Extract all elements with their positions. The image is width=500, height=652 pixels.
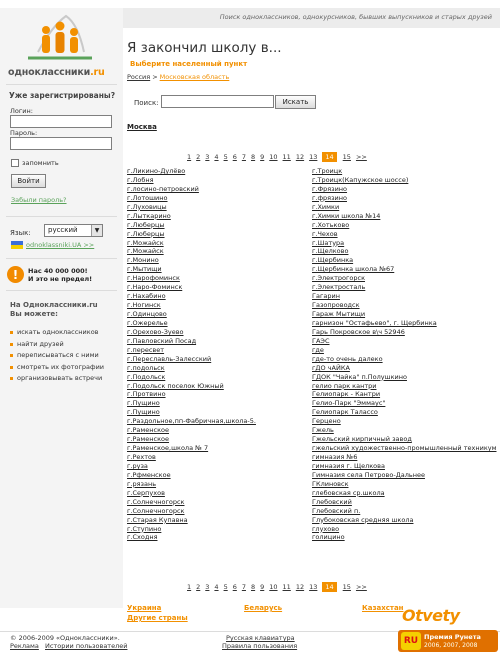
city-link[interactable]: голицино <box>312 533 345 542</box>
city-link[interactable]: г.Одинцово <box>127 310 167 318</box>
city-link[interactable]: Газопроводск <box>312 301 360 310</box>
pagination-bottom <box>187 582 372 592</box>
page-link[interactable]: >> <box>355 153 367 161</box>
city-link[interactable]: Гараж Мытищи <box>312 310 366 318</box>
rules-link[interactable]: Правила пользования <box>222 642 298 650</box>
login-button[interactable]: Войти <box>11 174 46 188</box>
region-ukraine-link[interactable]: Украина <box>127 604 162 612</box>
city-link[interactable]: Глубоковская средняя школа <box>312 515 414 524</box>
sidebar-divider <box>6 216 117 217</box>
page-link[interactable]: 2 <box>196 153 201 161</box>
city-link[interactable]: г.руза <box>127 461 148 470</box>
page-link[interactable]: 15 <box>342 153 351 161</box>
bullet-icon <box>10 366 13 369</box>
city-link[interactable]: Гжель <box>312 426 334 435</box>
city-link[interactable]: где-то очень далеко <box>312 354 383 363</box>
city-link[interactable]: ГДОК "Чайка" п.Полушкино <box>312 372 407 381</box>
page-link[interactable]: 2 <box>196 583 201 591</box>
city-link[interactable]: г.Ступино <box>127 524 162 533</box>
city-link[interactable]: г.рязань <box>127 479 157 488</box>
city-link[interactable]: где <box>312 345 324 354</box>
city-link[interactable]: гжельский художественно-промышленный техникум <box>312 444 497 453</box>
page-link[interactable]: 4 <box>214 153 219 161</box>
award-years: 2006, 2007, 2008 <box>424 642 478 649</box>
city-link[interactable]: г.Нарофоминск <box>127 274 180 283</box>
page-link[interactable]: 13 <box>309 583 318 591</box>
page-link[interactable]: 11 <box>282 583 291 591</box>
city-link[interactable]: гимназия г. Щелкова <box>312 461 385 470</box>
site-logo[interactable] <box>0 8 123 84</box>
page-link[interactable]: 6 <box>232 583 237 591</box>
ru-badge-icon: RU <box>401 632 421 650</box>
city-link[interactable]: г.Орехово-Зуево <box>127 327 184 336</box>
city-link[interactable]: г.фрязино <box>312 193 347 202</box>
promo-line: И это не предел! <box>28 274 93 283</box>
page-subtitle: Выберите населенный пункт <box>130 60 248 68</box>
logo-wordmark: одноклассники.ru <box>8 67 105 78</box>
remember-checkbox[interactable] <box>11 159 19 167</box>
capabilities-list <box>10 327 104 385</box>
city-link[interactable]: Гимназия села Петрово-Дальнее <box>312 470 425 479</box>
login-input[interactable] <box>10 115 112 128</box>
city-link[interactable]: г.Хотьково <box>312 220 350 229</box>
sidebar <box>0 8 123 608</box>
logo-people-icon <box>0 8 123 66</box>
bullet-icon <box>10 377 13 380</box>
page-title: Я закончил школу в... <box>127 40 282 56</box>
city-link[interactable]: г.Монино <box>127 256 159 265</box>
city-link[interactable]: г.Электрогорск <box>312 274 366 283</box>
ua-row <box>11 241 94 249</box>
page-link[interactable]: >> <box>355 583 367 591</box>
bullet-icon <box>10 354 13 357</box>
city-link[interactable]: г.Лотошино <box>127 193 168 202</box>
capabilities-title <box>10 301 98 319</box>
city-link[interactable]: г.Протвино <box>127 390 166 399</box>
login-title: Уже зарегистрированы? <box>9 91 116 100</box>
city-link[interactable]: Гжельский кирпичный завод <box>312 435 412 444</box>
city-link[interactable]: г.Рфменское <box>127 470 171 479</box>
city-link[interactable]: г.Раменское,школа № 7 <box>127 444 209 453</box>
bullet-icon <box>10 331 13 334</box>
list-item: организовывать встречи <box>10 373 104 385</box>
page-link[interactable]: 9 <box>260 153 265 161</box>
city-link[interactable]: г.Фрязино <box>312 184 348 193</box>
city-link[interactable]: гарнизон "Остафьево", г. Щербинка <box>312 318 437 327</box>
city-link[interactable]: Гагарин <box>312 292 340 301</box>
site-tagline: Поиск одноклассников, однокурсников, бывших выпускников и старых друзей <box>219 13 492 21</box>
page-link[interactable]: 5 <box>223 153 228 161</box>
search-input[interactable] <box>161 95 274 108</box>
page-link[interactable]: 3 <box>205 153 210 161</box>
page-link[interactable]: 12 <box>295 583 305 591</box>
city-link[interactable]: глебовская ср.школа <box>312 488 385 497</box>
city-link[interactable]: г.Чехов <box>312 229 338 238</box>
city-link[interactable]: г.Электросталь <box>312 283 366 292</box>
city-link[interactable]: г.Троицк(Капужское шоссе) <box>312 175 409 184</box>
list-item: искать одноклассников <box>10 327 104 339</box>
page-link[interactable]: 15 <box>342 583 351 591</box>
city-link[interactable]: г.Солнечногорск <box>127 497 185 506</box>
language-label: Язык: <box>10 229 31 237</box>
city-link[interactable]: г.Щербинка школа №67 <box>312 265 395 274</box>
search-button[interactable]: Искать <box>275 95 316 109</box>
city-link[interactable]: г.пересвет <box>127 345 165 354</box>
city-link[interactable]: г.Серпухов <box>127 488 165 497</box>
city-link[interactable]: г.Наро-Фоминск <box>127 283 183 292</box>
city-link[interactable]: г.Подольск <box>127 372 166 381</box>
otvety-logo: Otvety <box>402 606 460 625</box>
breadcrumb-russia[interactable]: Россия <box>127 73 151 81</box>
city-link[interactable]: г.Ногинск <box>127 301 161 310</box>
capabilities-title-line: Вы можете: <box>10 310 58 318</box>
ukraine-flag-icon <box>11 241 23 249</box>
city-link[interactable]: г.Ожерелье <box>127 318 168 327</box>
otvety-watermark <box>396 604 500 652</box>
breadcrumb-separator: > <box>152 73 158 81</box>
breadcrumb-moscow-region[interactable]: Московская область <box>159 73 230 81</box>
remember-label: запомнить <box>22 159 59 167</box>
city-link[interactable]: г.Раздольное,пп-Фабричная,школа-5. <box>127 417 256 426</box>
city-link[interactable]: г.Нахабино <box>127 292 166 301</box>
city-link[interactable]: Гелиопарк Талассо <box>312 408 378 417</box>
copyright: © 2006-2009 «Одноклассники». <box>10 634 120 642</box>
list-item: найти друзей <box>10 339 104 351</box>
city-link[interactable]: г.Лобня <box>127 175 154 184</box>
city-link[interactable]: Глебовский <box>312 497 352 506</box>
city-link[interactable]: г.Щербинка <box>312 256 354 265</box>
city-link[interactable]: г.Химки <box>312 202 340 211</box>
chevron-down-icon: ▼ <box>91 225 102 236</box>
password-input[interactable] <box>10 137 112 150</box>
city-link[interactable]: г.Люберцы <box>127 229 165 238</box>
region-other-link[interactable]: Другие страны <box>127 614 188 622</box>
city-link[interactable]: г.Луховицы <box>127 202 167 211</box>
city-link[interactable]: г.Переславль-Залесский <box>127 354 212 363</box>
city-link[interactable]: г.подольск <box>127 363 165 372</box>
city-link[interactable]: г.Можайск <box>127 238 164 247</box>
password-label: Пароль: <box>10 129 38 137</box>
page-current[interactable]: 14 <box>322 582 336 592</box>
promo-line: Нас 40 000 000! <box>28 266 88 275</box>
city-link[interactable]: г.Ликино-Дулёво <box>127 167 186 175</box>
capabilities-title-line: На Одноклассники.ru <box>10 301 98 309</box>
page-link[interactable]: 11 <box>282 153 291 161</box>
city-link[interactable]: Гелиопарк - Кантри <box>312 390 381 399</box>
city-link[interactable]: г.лосино-петровский <box>127 184 199 193</box>
pagination-top <box>187 152 372 162</box>
moscow-link[interactable]: Москва <box>127 123 157 131</box>
city-link[interactable]: г.Сходня <box>127 533 158 542</box>
city-link[interactable]: ГАЭС <box>312 336 330 345</box>
keyboard-link[interactable]: Русская клавиатура <box>226 634 295 642</box>
city-link[interactable]: г.Подольск поселок Южный <box>127 381 224 390</box>
page-link[interactable]: 7 <box>241 583 246 591</box>
page-link[interactable]: 3 <box>205 583 210 591</box>
page-link[interactable]: 1 <box>187 583 192 591</box>
forgot-password-link[interactable]: Забыли пароль? <box>11 196 67 204</box>
promo-banner <box>7 266 92 283</box>
list-item: смотреть их фотографии <box>10 362 104 374</box>
city-link[interactable]: г.Старая Купавна <box>127 515 188 524</box>
sidebar-divider <box>6 258 117 259</box>
ua-site-link[interactable]: odnoklassniki.UA >> <box>26 241 95 249</box>
city-link[interactable]: г.Пущино <box>127 408 160 417</box>
region-kazakhstan-link[interactable]: Казахстан <box>362 604 404 612</box>
city-list-left <box>127 167 256 542</box>
city-link[interactable]: г.Химки школа №14 <box>312 211 381 220</box>
bullet-icon <box>10 343 13 346</box>
city-link[interactable]: г.Раменское <box>127 435 170 444</box>
sidebar-divider <box>6 290 117 291</box>
page-link[interactable]: 8 <box>250 583 256 591</box>
city-link[interactable]: г.Троицк <box>312 167 343 175</box>
city-link[interactable]: г.Можайск <box>127 247 164 256</box>
language-selected: русский <box>48 226 78 234</box>
page-link[interactable]: 10 <box>269 153 278 161</box>
city-link[interactable]: ГКлиновск <box>312 479 349 488</box>
city-link[interactable]: Герцено <box>312 417 341 426</box>
breadcrumb <box>127 73 229 81</box>
city-link[interactable]: г.Пущино <box>127 399 160 408</box>
city-link[interactable]: г.Павловский Посад <box>127 336 197 345</box>
page-current[interactable]: 14 <box>322 152 336 162</box>
ads-link[interactable]: Реклама <box>10 642 39 650</box>
page-link[interactable]: 13 <box>309 153 318 161</box>
search-label: Поиск: <box>134 99 159 107</box>
city-link[interactable]: г.Лыткарино <box>127 211 171 220</box>
page-link[interactable]: 4 <box>214 583 219 591</box>
remember-row <box>11 159 59 167</box>
city-link[interactable]: Глебовский п. <box>312 506 361 515</box>
page-link[interactable]: 6 <box>232 153 237 161</box>
page-link[interactable]: 9 <box>260 583 265 591</box>
city-link[interactable]: г.Щелково <box>312 247 349 256</box>
page-link[interactable]: 7 <box>241 153 246 161</box>
page-link[interactable]: 5 <box>223 583 228 591</box>
city-link[interactable]: г.Шатура <box>312 238 345 247</box>
runet-award-badge <box>398 630 498 652</box>
city-link[interactable]: г.Люберцы <box>127 220 165 229</box>
city-link[interactable]: г.Рехтов <box>127 453 156 461</box>
city-link[interactable]: глухово <box>312 524 340 533</box>
award-title: Премия Рунета <box>424 633 481 641</box>
login-label: Логин: <box>10 107 33 115</box>
page-link[interactable]: 1 <box>187 153 192 161</box>
city-link[interactable]: гелио парк кантри <box>312 381 377 390</box>
sidebar-divider <box>6 84 117 85</box>
list-item: переписываться с ними <box>10 350 104 362</box>
region-belarus-link[interactable]: Беларусь <box>244 604 283 612</box>
user-stories-link[interactable]: Истории пользователей <box>45 642 128 650</box>
city-link[interactable]: Гелио-Парк "Эммаус" <box>312 399 386 408</box>
city-link[interactable]: г.Солнечногорск <box>127 506 185 515</box>
page-link[interactable]: 12 <box>295 153 305 161</box>
city-link[interactable]: г.Мытищи <box>127 265 162 274</box>
language-select[interactable] <box>44 224 103 237</box>
city-list-right <box>312 167 497 542</box>
promo-text <box>28 267 92 283</box>
city-link[interactable]: г.Раменское <box>127 426 170 435</box>
city-link[interactable]: Гарь Покровское в\ч 52946 <box>312 327 405 336</box>
page-link[interactable]: 8 <box>250 153 256 161</box>
page-link[interactable]: 10 <box>269 583 278 591</box>
city-link[interactable]: гимназия №6 <box>312 453 358 461</box>
city-link[interactable]: гДО чАЙКА <box>312 363 350 372</box>
exclamation-icon: ! <box>7 266 24 283</box>
